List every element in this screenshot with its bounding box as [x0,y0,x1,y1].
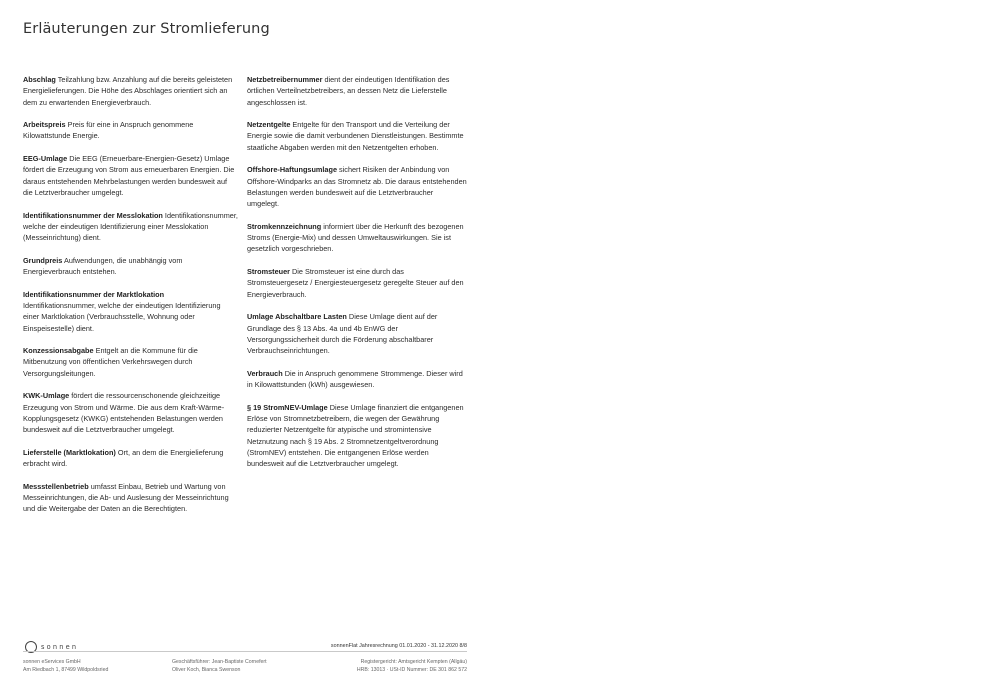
glossary-entry [247,74,467,108]
glossary-right-column [247,74,467,481]
glossary-definition: Teilzahlung bzw. Anzahlung auf die bereits geleisteten Energielieferungen. Die Höhe des Abschlages orientiert sich an dem zu erwartenden Energieverbrauch. [23,75,233,107]
glossary-entry [23,345,238,379]
glossary-term: Stromsteuer [247,267,290,277]
management-line: Oliver Koch, Bianca Swenson [172,667,241,673]
glossary-term: Arbeitspreis [23,120,66,130]
glossary-definition: Identifikationsnummer, welche der eindeutigen Identifizierung einer Marktlokation (Verbrauchsstelle, Wohnung oder Einspeisestelle) dient. [23,300,221,333]
glossary-entry [23,390,238,435]
glossary-definition: dient der eindeutigen Identifikation des örtlichen Verteilnetzbetreibers, an dessen Netz die Lieferstelle angeschlossen ist. [247,75,450,107]
glossary-term: KWK-Umlage [23,391,70,401]
glossary-term: Umlage Abschaltbare Lasten [247,312,347,322]
glossary-term: Verbrauch [247,368,283,378]
glossary-definition: Diese Umlage dient auf der Grundlage des § 13 Abs. 4a und 4b EnWG der Versorgungssicherheit durch die Förderung abschaltbarer Verbrauchseinrichtungen. [247,312,438,356]
glossary-entry [247,119,467,153]
glossary-entry [23,481,238,515]
sonnen-logo-text: sonnen [41,643,79,651]
glossary-definition: Die Stromsteuer ist eine durch das Stromsteuergesetz / Energiesteuergesetz geregelte Steuer auf den Energieverbrauch. [247,267,464,299]
footer-divider [23,651,467,652]
glossary-definition: Ort, an dem die Energielieferung erbracht wird. [23,447,224,469]
glossary-entry [247,266,467,300]
glossary-term: Grundpreis [23,255,63,265]
glossary-term: Offshore-Haftungsumlage [247,165,337,175]
management-line: Geschäftsführer: Jean-Baptiste Cornefert [172,659,267,665]
glossary-term: Lieferstelle (Marktlokation) [23,447,116,457]
glossary-entry [247,221,467,255]
page-title: Erläuterungen zur Stromlieferung [23,21,270,37]
glossary-term: Identifikationsnummer der Messlokation [23,210,163,220]
company-street: Am Riedbach 1, 87499 Wildpoldsried [23,667,109,673]
glossary-entry [23,210,238,244]
glossary-definition: umfasst Einbau, Betrieb und Wartung von Messeinrichtungen, die Ab- und Auslesung der Messeinrichtung und die Weitergabe der Daten an die Berechtigten. [23,481,229,514]
glossary-definition: Die in Anspruch genommene Strommenge. Dieser wird in Kilowattstunden (kWh) ausgewiesen. [247,368,463,390]
glossary-entry [247,368,467,391]
register-court: Registergericht: Amtsgericht Kempten (Allgäu) [360,659,467,665]
glossary-entry [23,153,238,198]
glossary-entry [23,289,238,334]
glossary-definition: informiert über die Herkunft des bezogenen Stroms (Energie-Mix) und dessen Umweltauswirkungen. Sie ist gesetzlich vorgeschrieben. [247,221,464,254]
glossary-term: Netzbetreibernummer [247,75,323,84]
glossary-entry [247,164,467,209]
glossary-term: EEG-Umlage [23,154,68,164]
glossary-definition: Identifikationsnummer, welche der eindeutigen Identifizierung einer Messlokation (Messeinrichtung) dient. [23,210,238,243]
management-info [172,658,267,674]
glossary-definition: sichert Risiken der Anbindung von Offshore-Windparks an das Stromnetz ab. Die daraus entstehenden Belastungen werden bundesweit auf die Letztverbraucher umgelegt. [247,165,467,209]
glossary-entry [23,255,238,278]
glossary-entry [23,447,238,470]
glossary-definition: Aufwendungen, die unabhängig vom Energieverbrauch entstehen. [23,255,183,277]
glossary-definition: Entgelt an die Kommune für die Mitbenutzung von öffentlichen Verkehrswegen durch Versorgungsleitungen. [23,346,198,378]
glossary-term: Stromkennzeichnung [247,221,322,231]
company-address [23,658,108,674]
glossary-term: Messstellenbetrieb [23,481,89,491]
glossary-left-column [23,74,238,526]
glossary-definition: Entgelte für den Transport und die Verteilung der Energie sowie die damit verbundenen Dienstleistungen. Bestimmte staatliche Abgaben werden mit den Netzentgelten erhoben. [247,120,464,152]
glossary-term: § 19 StromNEV-Umlage [247,402,328,412]
page-info: sonnenFlat Jahresrechnung 01.01.2020 - 31.12.2020 8/8 [330,643,467,649]
glossary-definition: fördert die ressourcenschonende gleichzeitige Erzeugung von Strom und Wärme. Die aus dem Kraft-Wärme- Kopplungsgesetz (KWKG) entstehenden Belastungen werden bundesweit auf die Letztverbraucher umgelegt. [23,391,225,435]
glossary-definition: Preis für eine in Anspruch genommene Kilowattstunde Energie. [23,120,194,141]
register-numbers: HRB: 13013 · USt-ID Nummer: DE 301 862 572 [356,667,467,673]
company-name: sonnen eServices GmbH [23,659,81,665]
glossary-term: Abschlag [23,75,56,84]
glossary-term: Konzessionsabgabe [23,346,94,356]
glossary-definition: Diese Umlage finanziert die entgangenen Erlöse von Stromnetzbetreibern, die wegen der Gewährung reduzierter Netzentgelte für atypische und stromintensive Netznutzung nach § 19 Abs. 2 Stromnetzentgeltverordnung (StromNEV) entstehen. Die entgangenen Erlöse werden bundesweit auf die Letztverbraucher umgelegt. [247,402,464,469]
glossary-definition: Die EEG (Erneuerbare-Energien-Gesetz) Umlage fördert die Erzeugung von Strom aus erneuerbaren Energien. Die daraus entstehenden Mehrbelastungen werden bundesweit auf die Letztverbraucher umgelegt. [23,154,235,197]
glossary-entry [247,311,467,356]
glossary-entry [23,119,238,142]
register-info [300,658,467,674]
glossary-entry [247,402,467,470]
glossary-term: Netzentgelte [247,120,291,130]
glossary-entry [23,74,238,108]
glossary-term: Identifikationsnummer der Marktlokation [23,289,165,299]
